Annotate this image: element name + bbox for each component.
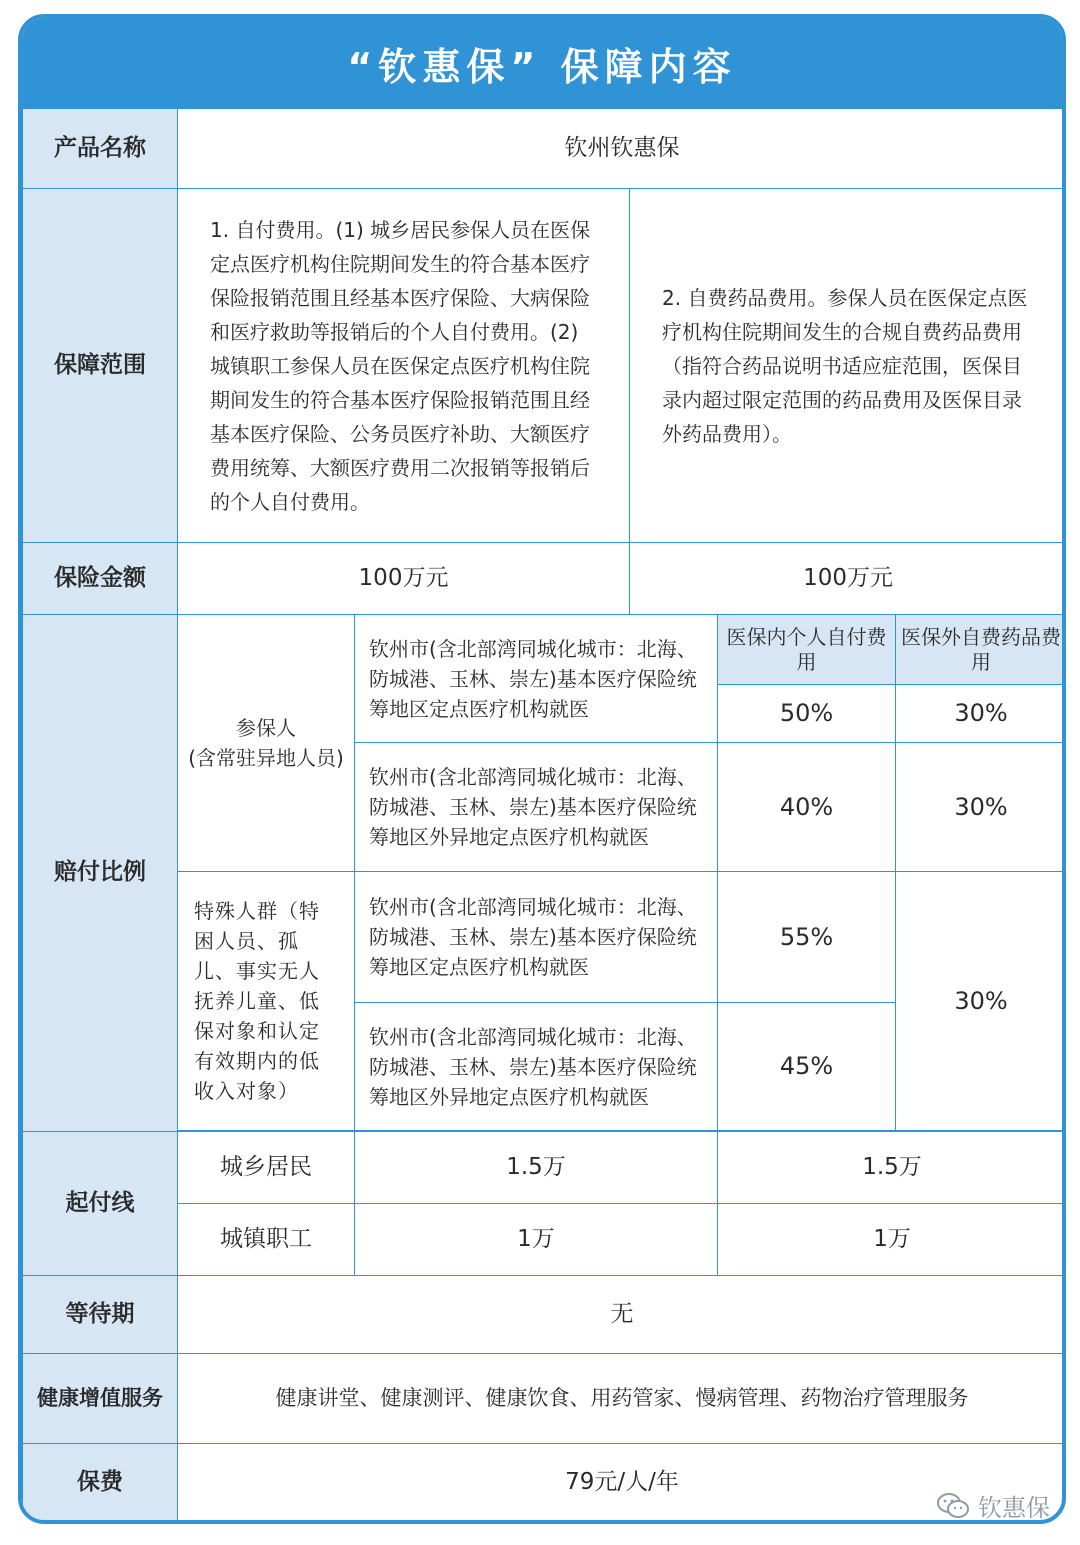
coverage-self-pay-text: 1. 自付费用。(1) 城乡居民参保人员在医保定点医疗机构住院期间发生的符合基本医疗保险报销范围且经基本医疗保险、大病保险和医疗救助等报销后的个人自付费用。(2) 城镇职工参保人员在医保定点医疗机构住院期间发生的符合基本医疗保险报销范围且经基本医疗保险、公务员医疗补助、大额医疗费用统筹、大额医疗费用二次报销等报销后的个人自付费用。	[178, 189, 630, 543]
deductible-value-self-pay: 1万	[355, 1204, 718, 1276]
wechat-icon	[936, 1492, 970, 1520]
ratio-value-in: 40%	[718, 743, 896, 872]
waiting-value: 无	[178, 1276, 1067, 1354]
product-value: 钦州钦惠保	[178, 109, 1067, 189]
deductible-value-drugs: 1.5万	[718, 1132, 1067, 1204]
page-title: “钦惠保” 保障内容	[22, 18, 1062, 108]
coverage-label: 保障范围	[23, 189, 178, 543]
deductible-value-drugs: 1万	[718, 1204, 1067, 1276]
amount-value-drugs: 100万元	[630, 543, 1067, 615]
ratio-value-in: 45%	[718, 1003, 896, 1131]
deductible-type: 城镇职工	[178, 1204, 355, 1276]
ratio-value-out-special: 30%	[896, 872, 1067, 1131]
deductible-type: 城乡居民	[178, 1132, 355, 1204]
ratio-row-desc: 钦州市(含北部湾同城化城市：北海、防城港、玉林、崇左)基本医疗保险统筹地区外异地定点医疗机构就医	[355, 1003, 718, 1131]
ratio-value-in: 50%	[718, 685, 896, 743]
coverage-card	[18, 14, 1066, 1524]
ratio-row-desc: 钦州市(含北部湾同城化城市：北海、防城港、玉林、崇左)基本医疗保险统筹地区定点医疗机构就医	[355, 615, 718, 743]
coverage-table	[22, 108, 1066, 1522]
ratio-row-desc: 钦州市(含北部湾同城化城市：北海、防城港、玉林、崇左)基本医疗保险统筹地区外异地定点医疗机构就医	[355, 743, 718, 872]
ratio-value-in: 55%	[718, 872, 896, 1003]
insured-group-label: 参保人 (含常驻异地人员)	[178, 615, 355, 872]
product-label: 产品名称	[23, 109, 178, 189]
amount-value-self-pay: 100万元	[178, 543, 630, 615]
amount-label: 保险金额	[23, 543, 178, 615]
deductible-value-self-pay: 1.5万	[355, 1132, 718, 1204]
watermark	[936, 1488, 1050, 1523]
deductible-label: 起付线	[23, 1132, 178, 1276]
ratio-value-out: 30%	[896, 743, 1067, 872]
health-service-label: 健康增值服务	[23, 1354, 178, 1444]
watermark-text: 钦惠保	[978, 1494, 1050, 1522]
waiting-label: 等待期	[23, 1276, 178, 1354]
ratio-row-desc: 钦州市(含北部湾同城化城市：北海、防城港、玉林、崇左)基本医疗保险统筹地区定点医疗机构就医	[355, 872, 718, 1003]
premium-label: 保费	[23, 1444, 178, 1522]
ratio-value-out: 30%	[896, 685, 1067, 743]
special-group-label: 特殊人群（特困人员、孤儿、事实无人抚养儿童、低保对象和认定有效期内的低收入对象）	[178, 872, 355, 1131]
ratio-label: 赔付比例	[23, 615, 178, 1132]
column-header-in-insurance: 医保内个人自付费用	[718, 615, 896, 685]
coverage-self-funded-drugs-text: 2. 自费药品费用。参保人员在医保定点医疗机构住院期间发生的合规自费药品费用（指符合药品说明书适应症范围，医保目录内超过限定范围的药品费用及医保目录外药品费用）。	[630, 189, 1067, 543]
column-header-out-insurance: 医保外自费药品费用	[896, 615, 1067, 685]
premium-value: 79元/人/年	[178, 1444, 1067, 1522]
health-service-value: 健康讲堂、健康测评、健康饮食、用药管家、慢病管理、药物治疗管理服务	[178, 1354, 1067, 1444]
